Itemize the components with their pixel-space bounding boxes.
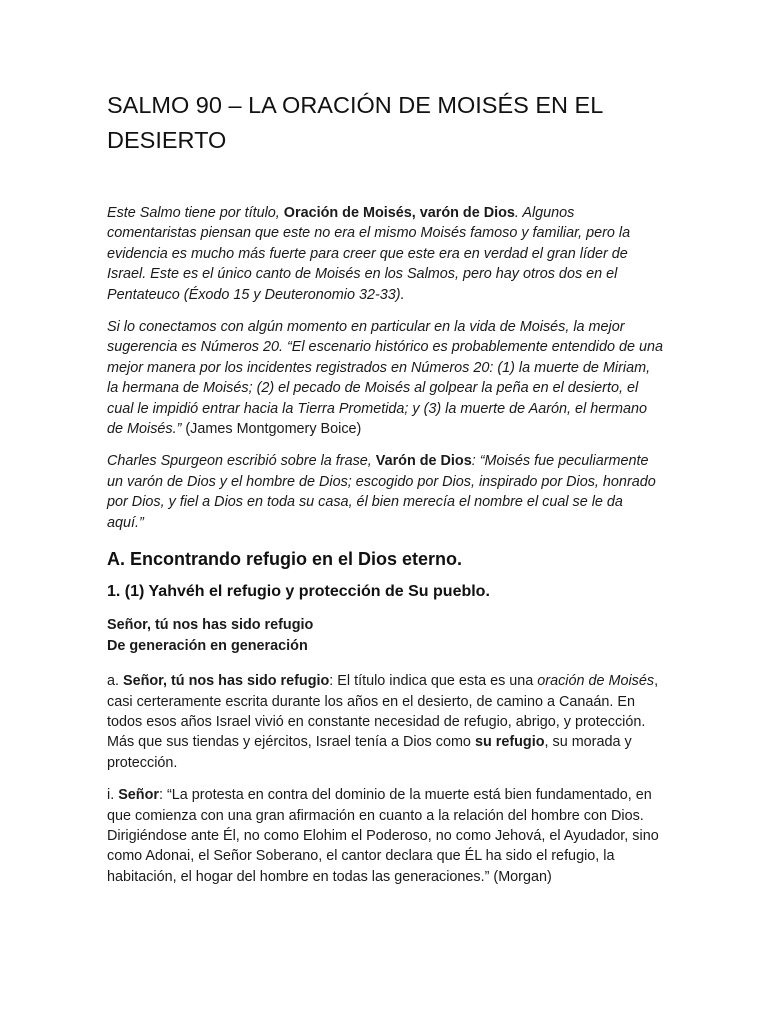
intro-paragraph xyxy=(107,203,663,305)
verse-line: Señor, tú nos has sido refugio xyxy=(107,617,314,634)
subsection-heading-1: 1. (1) Yahvéh el refugio y protección de Su pueblo. xyxy=(107,583,490,601)
section-heading-a: A. Encontrando refugio en el Dios eterno. xyxy=(107,549,463,570)
spurgeon-quote: : “Moisés fue peculiarmente un varón de Dios y el hombre de Dios; escogido por Dios, inspirado por Dios, honrado por Dios, y fiel a Dios en toda su casa, él bien merecía el nombre el cual se le da aquí.” xyxy=(107,453,656,531)
term-phrase: Señor xyxy=(118,787,159,804)
emphasis-phrase-bold: su refugio xyxy=(474,734,545,751)
commentary-text: : “La protesta en contra del dominio de la muerte está bien fundamentado, en que comienza con una gran afirmación en cuanto a la relación del hombre con Dios. Dirigiéndose ante Él, no como Elohim el Poderoso, no como Jehová, el Ayudador, sino como Adonai, el Señor Soberano, el cantor declara que ÉL ha sido el refugio, la habitación, el hogar del hombre en todas las generaciones.” (Morgan) xyxy=(107,787,659,885)
spurgeon-text-start: Charles Spurgeon escribió sobre la frase, xyxy=(107,453,376,470)
spurgeon-paragraph xyxy=(107,451,663,533)
paragraph-marker: i. xyxy=(107,787,119,804)
commentary-text: , casi certeramente escrita durante los años en el desierto, de camino a Canaán. En todos esos años Israel vivió en constante necesidad de refugio, abrigo, y protección. Más que sus tiendas y ejércitos, Israel tenía a Dios como xyxy=(107,673,659,751)
commentary-text: : El título indica que esta es una xyxy=(329,673,538,690)
verse-block xyxy=(107,615,663,657)
commentary-text: , su morada y protección. xyxy=(107,734,632,771)
context-paragraph xyxy=(107,317,663,439)
emphasis-phrase: oración de Moisés xyxy=(537,673,655,690)
intro-text-end: . Algunos comentaristas piensan que este no era el mismo Moisés famoso y familiar, pero la evidencia es mucho más fuerte para creer que este era en verdad el gran líder de Israel. Este es el único canto de Moisés en los Salmos, pero hay otros dos en el Pentateuco (Éxodo 15 y Deuteronomio 32-33). xyxy=(107,205,631,303)
verse-phrase: Señor, tú nos has sido refugio xyxy=(123,673,330,690)
verse-line: De generación en generación xyxy=(107,638,308,655)
intro-text-start: Este Salmo tiene por título, xyxy=(107,205,284,221)
psalm-title-phrase: Oración de Moisés, varón de Dios xyxy=(283,205,515,221)
context-text: Si lo conectamos con algún momento en particular en la vida de Moisés, la mejor sugerencia es Números 20. “El escenario histórico es probablemente entendido de una mejor manera por los incidentes registrados en Números 20: (1) la muerte de Miriam, la hermana de Moisés; (2) el pecado de Moisés al golpear la peña en el desierto, el cual le impidió entrar hacia la Tierra Prometida; y (3) la muerte de Aarón, el hermano de Moisés.” xyxy=(107,319,663,438)
context-citation: (James Montgomery Boice) xyxy=(181,421,362,438)
document-title: SALMO 90 – LA ORACIÓN DE MOISÉS EN EL DESIERTO xyxy=(107,92,603,153)
paragraph-marker: a. xyxy=(107,673,123,690)
commentary-paragraph-a xyxy=(107,671,663,773)
spurgeon-phrase: Varón de Dios xyxy=(375,453,472,470)
commentary-paragraph-i xyxy=(107,785,663,887)
document-page xyxy=(107,88,663,887)
